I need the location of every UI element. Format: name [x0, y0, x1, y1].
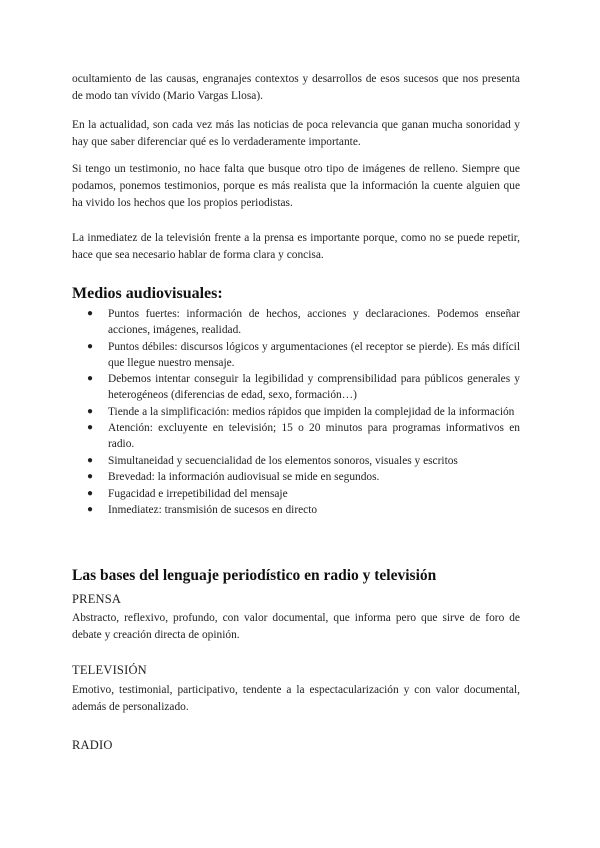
- list-item: ● Puntos débiles: discursos lógicos y argumentaciones (el receptor se pierde). Es más difícil que llegue nuestro mensaje.: [87, 340, 520, 369]
- bullet-icon: ●: [87, 454, 94, 466]
- bullet-icon: ●: [87, 504, 94, 515]
- list-item: ● Debemos intentar conseguir la legibilidad y comprensibilidad para públicos generales y heterogéneos (diferencias de edad, sexo, formación…): [87, 373, 520, 401]
- label-television: TELEVISIÓN: [72, 663, 147, 677]
- bullet-icon: ●: [87, 422, 94, 433]
- paragraph-prensa: Abstracto, reflexivo, profundo, con valor documental, que informa pero que sirve de foro de debate y creación directa de opinión.: [72, 612, 520, 641]
- paragraph-actualidad: En la actualidad, son cada vez más las noticias de poca relevancia que ganan mucha sonoridad y hay que saber diferenciar qué es lo verdaderamente importante.: [72, 119, 520, 148]
- paragraph-vargas-llosa: ocultamiento de las causas, engranajes contextos y desarrollos de esos sucesos que nos presenta de modo tan vívido (Mario Vargas Llosa).: [72, 73, 520, 102]
- list-item: ● Brevedad: la información audiovisual se mide en segundos.: [87, 471, 380, 483]
- label-radio: RADIO: [72, 738, 113, 752]
- label-prensa: PRENSA: [72, 592, 122, 606]
- list-item: ● Atención: excluyente en televisión; 15 o 20 minutos para programas informativos en radio.: [87, 422, 520, 450]
- audiovisual-bullet-list: [72, 306, 520, 519]
- list-item: ● Simultaneidad y secuencialidad de los elementos sonoros, visuales y escritos: [87, 454, 458, 467]
- bullet-icon: ●: [87, 373, 94, 384]
- bullet-icon: ●: [87, 405, 94, 417]
- list-item: ● Inmediatez: transmisión de sucesos en directo: [87, 504, 318, 516]
- bullet-icon: ●: [87, 487, 94, 499]
- heading-bases-lenguaje: Las bases del lenguaje periodístico en radio y televisión: [72, 567, 437, 584]
- paragraph-television: Emotivo, testimonial, participativo, tendente a la espectacularización y con valor documental, además de personalizado.: [72, 684, 520, 713]
- bullet-icon: ●: [87, 340, 94, 352]
- bullet-icon: ●: [87, 308, 94, 319]
- paragraph-testimonio: Si tengo un testimonio, no hace falta que busque otro tipo de imágenes de relleno. Siempre que podamos, ponemos testimonios, porque es más realista que la información la cuente alguien que ha vivido los hechos que los propios periodistas.: [72, 163, 520, 209]
- heading-medios-audiovisuales: Medios audiovisuales:: [72, 285, 223, 302]
- bullet-icon: ●: [87, 471, 94, 482]
- list-item: ● Tiende a la simplificación: medios rápidos que impiden la complejidad de la información: [87, 405, 515, 418]
- paragraph-inmediatez: La inmediatez de la televisión frente a la prensa es importante porque, como no se puede repetir, hace que sea necesario hablar de forma clara y concisa.: [72, 232, 520, 261]
- list-item: ● Puntos fuertes: información de hechos, acciones y declaraciones. Podemos enseñar acciones, imágenes, realidad.: [87, 308, 520, 336]
- list-item: ● Fugacidad e irrepetibilidad del mensaje: [87, 487, 288, 500]
